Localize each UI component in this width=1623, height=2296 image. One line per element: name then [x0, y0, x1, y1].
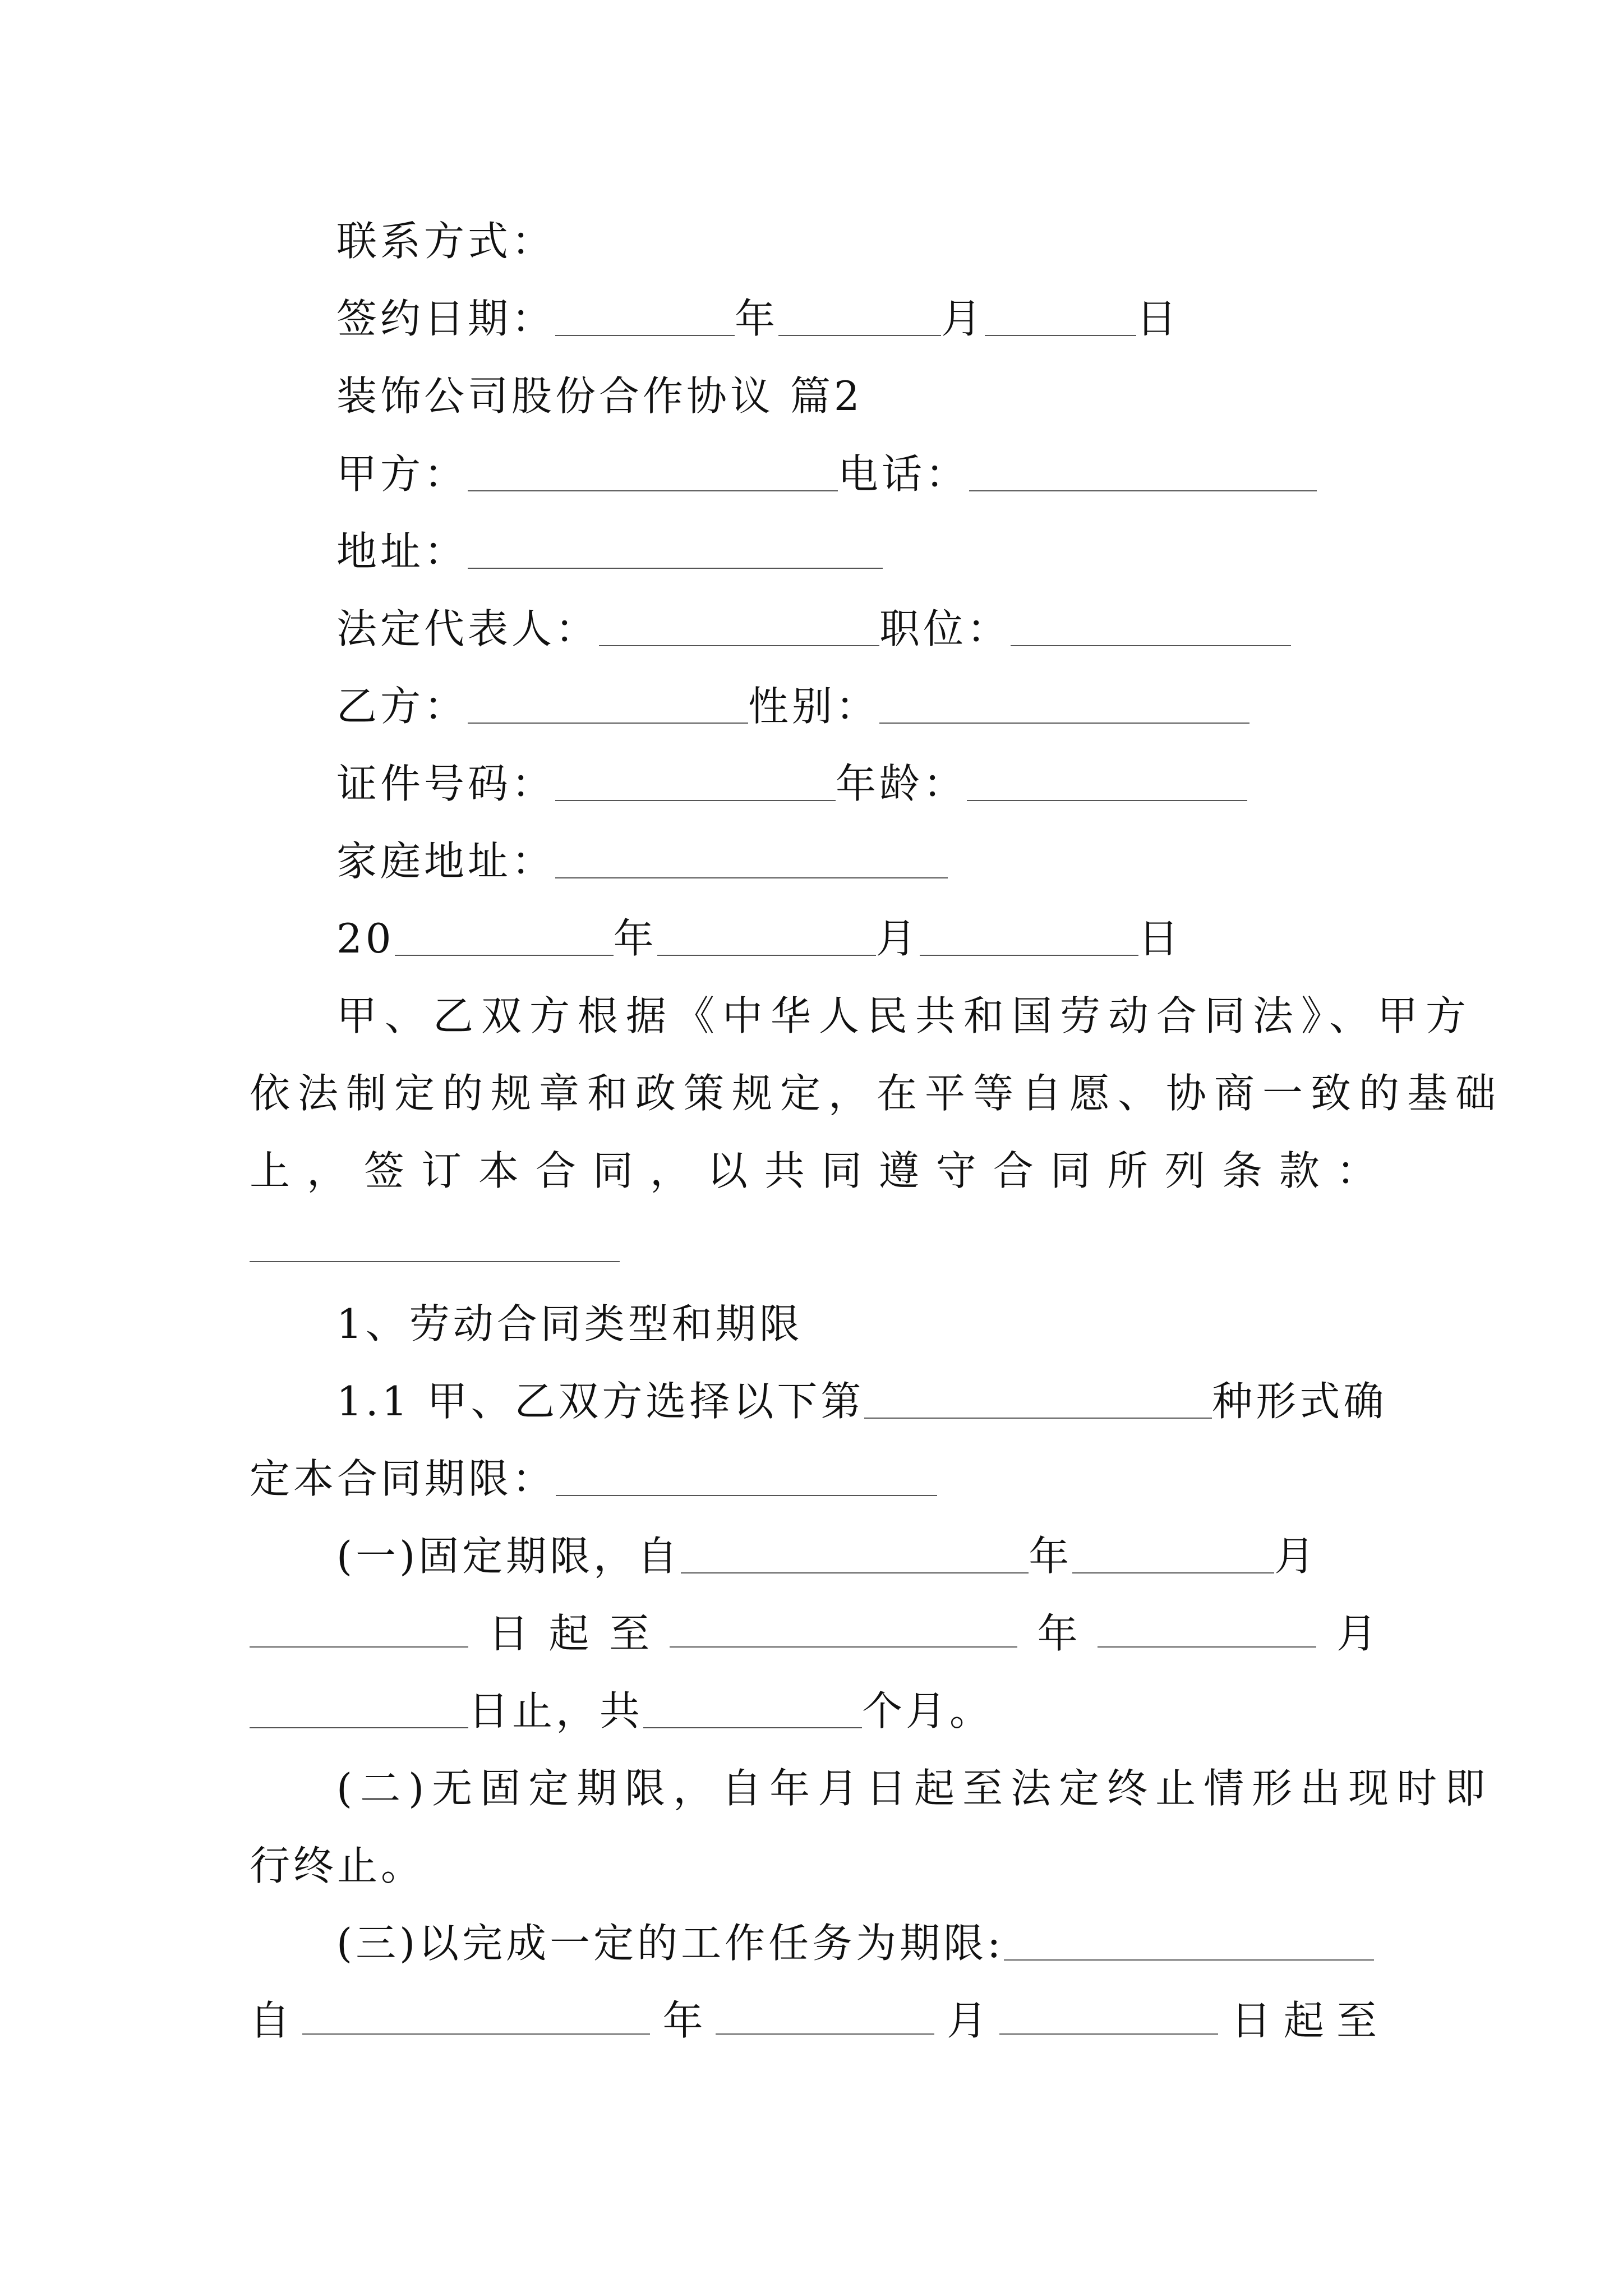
para1-char: 合	[993, 1147, 1034, 1194]
nofixed-line2	[250, 1838, 425, 1894]
fixed-text: (一)固定期限，自	[336, 1533, 681, 1580]
task-year-blank	[302, 1998, 650, 2035]
fixed-line1	[336, 1528, 1318, 1584]
month-blank-2	[657, 919, 876, 956]
sec11-text-a: 1.1 甲、乙双方选择以下第	[336, 1378, 865, 1425]
position-blank	[1011, 609, 1291, 646]
fixed-to-year-blank	[670, 1611, 1017, 1648]
para1-char: 款	[1279, 1147, 1320, 1194]
nofixed-line1	[336, 1760, 1493, 1816]
section-title	[336, 368, 863, 424]
party-b-label: 乙方：	[336, 683, 468, 730]
year-label-2: 年	[613, 915, 657, 962]
home-address-label: 家庭地址：	[336, 838, 556, 885]
phone-label: 电话：	[838, 450, 970, 498]
party-b-line	[336, 678, 1249, 734]
para1-char: 签	[363, 1147, 404, 1194]
para1-char: 列	[1164, 1147, 1205, 1194]
home-address-blank	[555, 841, 948, 878]
para1-char: 守	[935, 1147, 976, 1194]
fixed-to-month-blank	[1098, 1611, 1316, 1648]
id-blank	[555, 764, 836, 801]
contact-line	[336, 213, 555, 269]
para1-text2: 依法制定的规章和政策规定，在平等自愿、协商一致的基础	[250, 1070, 1504, 1117]
day-blank-2	[920, 919, 1138, 956]
sec11-line2	[250, 1451, 937, 1507]
nofixed-text2: 行终止。	[250, 1842, 425, 1889]
para1-char: 遵	[878, 1147, 919, 1194]
party-a-line	[336, 446, 1317, 502]
fixed-from-year-blank	[681, 1536, 1029, 1573]
day-label: 日	[1136, 295, 1181, 342]
legal-rep-label: 法定代表人：	[336, 605, 600, 652]
year-label: 年	[735, 295, 779, 342]
legal-rep-line	[336, 601, 1291, 657]
legal-rep-blank	[599, 609, 879, 646]
address-blank	[468, 532, 883, 569]
sec1-line	[336, 1296, 803, 1352]
task-month-blank	[716, 1998, 934, 2035]
sec11-line1	[336, 1373, 1387, 1429]
fixed-month-label-2: 月	[1336, 1610, 1377, 1657]
para1-line2	[250, 1065, 1504, 1121]
fixed-from-day-blank	[250, 1611, 468, 1648]
id-line	[336, 756, 1247, 812]
phone-blank	[969, 454, 1317, 491]
para1-char: 同	[1050, 1147, 1091, 1194]
gender-blank	[879, 687, 1249, 724]
para1-char: 同	[592, 1147, 633, 1194]
para1-char: ，	[306, 1147, 347, 1194]
task-qi: 起	[1283, 1997, 1324, 2044]
fixed-line2	[250, 1605, 1377, 1662]
term-blank	[556, 1459, 937, 1496]
task-line2	[250, 1993, 1377, 2049]
signature-blank	[250, 1261, 620, 1262]
home-address-line	[336, 833, 948, 889]
day-blank	[985, 299, 1136, 336]
para1-text1: 甲、乙双方根据《中华人民共和国劳动合同法》、甲方	[336, 992, 1474, 1039]
sign-date-line	[336, 291, 1180, 347]
para1-char: 订	[421, 1147, 462, 1194]
para1-char: 上	[250, 1147, 291, 1194]
id-label: 证件号码：	[336, 760, 556, 807]
sec11-text-b: 种形式确	[1212, 1378, 1387, 1425]
task-zhi: 至	[1336, 1997, 1377, 2044]
sec11-text-l2: 定本合同期限：	[250, 1455, 556, 1502]
para1-char: 同	[821, 1147, 862, 1194]
month-label: 月	[941, 295, 985, 342]
party-a-blank	[468, 454, 838, 491]
party-a-label: 甲方：	[336, 450, 468, 498]
task-day-blank	[999, 1998, 1218, 2035]
age-label: 年龄：	[836, 760, 967, 807]
task-line1	[336, 1915, 1374, 1971]
para1-line3	[250, 1143, 1377, 1199]
day-label-2: 日	[1138, 915, 1182, 962]
para1-char: 合	[535, 1147, 576, 1194]
gender-label: 性别：	[748, 683, 880, 730]
fixed-zhi: 至	[609, 1610, 650, 1657]
position-label: 职位：	[879, 605, 1011, 652]
sign-date-label: 签约日期：	[336, 295, 556, 342]
para1-char: ：	[1336, 1147, 1377, 1194]
task-month-label: 月	[946, 1997, 987, 2044]
fixed-year-label-2: 年	[1037, 1610, 1078, 1657]
para1-char: 条	[1221, 1147, 1262, 1194]
para1-char: 本	[478, 1147, 519, 1194]
sec1-heading: 1、劳动合同类型和期限	[336, 1300, 803, 1347]
fixed-from-month-blank	[1072, 1536, 1274, 1573]
party-b-blank	[468, 687, 748, 724]
year-prefix: 20	[336, 915, 395, 962]
months-count-blank	[643, 1691, 862, 1728]
nofixed-text1: (二)无固定期限，自年月日起至法定终止情形出现时即	[336, 1765, 1493, 1812]
fixed-line3	[250, 1683, 993, 1739]
task-zi: 自	[250, 1997, 291, 2044]
address-label: 地址：	[336, 528, 468, 575]
task-text: (三)以完成一定的工作任务为期限:	[336, 1920, 1004, 1967]
title-text: 装饰公司股份合作协议 篇2	[336, 372, 863, 420]
contact-label: 联系方式：	[336, 218, 556, 265]
task-ri: 日	[1230, 1997, 1271, 2044]
para1-line1	[336, 988, 1474, 1044]
fixed-to-day-blank	[250, 1691, 468, 1728]
fixed-ri: 日	[488, 1610, 529, 1657]
form-number-blank	[864, 1382, 1212, 1419]
address-line	[336, 523, 883, 579]
until-text: 日止，共	[468, 1687, 644, 1734]
task-blank	[1004, 1924, 1374, 1961]
fixed-qi: 起	[548, 1610, 589, 1657]
fixed-month-label: 月	[1274, 1533, 1318, 1580]
month-label-2: 月	[875, 915, 920, 962]
task-year-label: 年	[662, 1997, 703, 2044]
para1-char: 共	[764, 1147, 805, 1194]
age-blank	[967, 764, 1247, 801]
months-text: 个月。	[862, 1687, 994, 1734]
year-blank-2	[395, 919, 614, 956]
fixed-year-label: 年	[1029, 1533, 1073, 1580]
para1-char: 所	[1107, 1147, 1148, 1194]
para1-char: ，	[649, 1147, 690, 1194]
month-blank	[778, 299, 941, 336]
date-line	[336, 910, 1182, 967]
year-blank	[555, 299, 735, 336]
para1-char: 以	[707, 1147, 748, 1194]
